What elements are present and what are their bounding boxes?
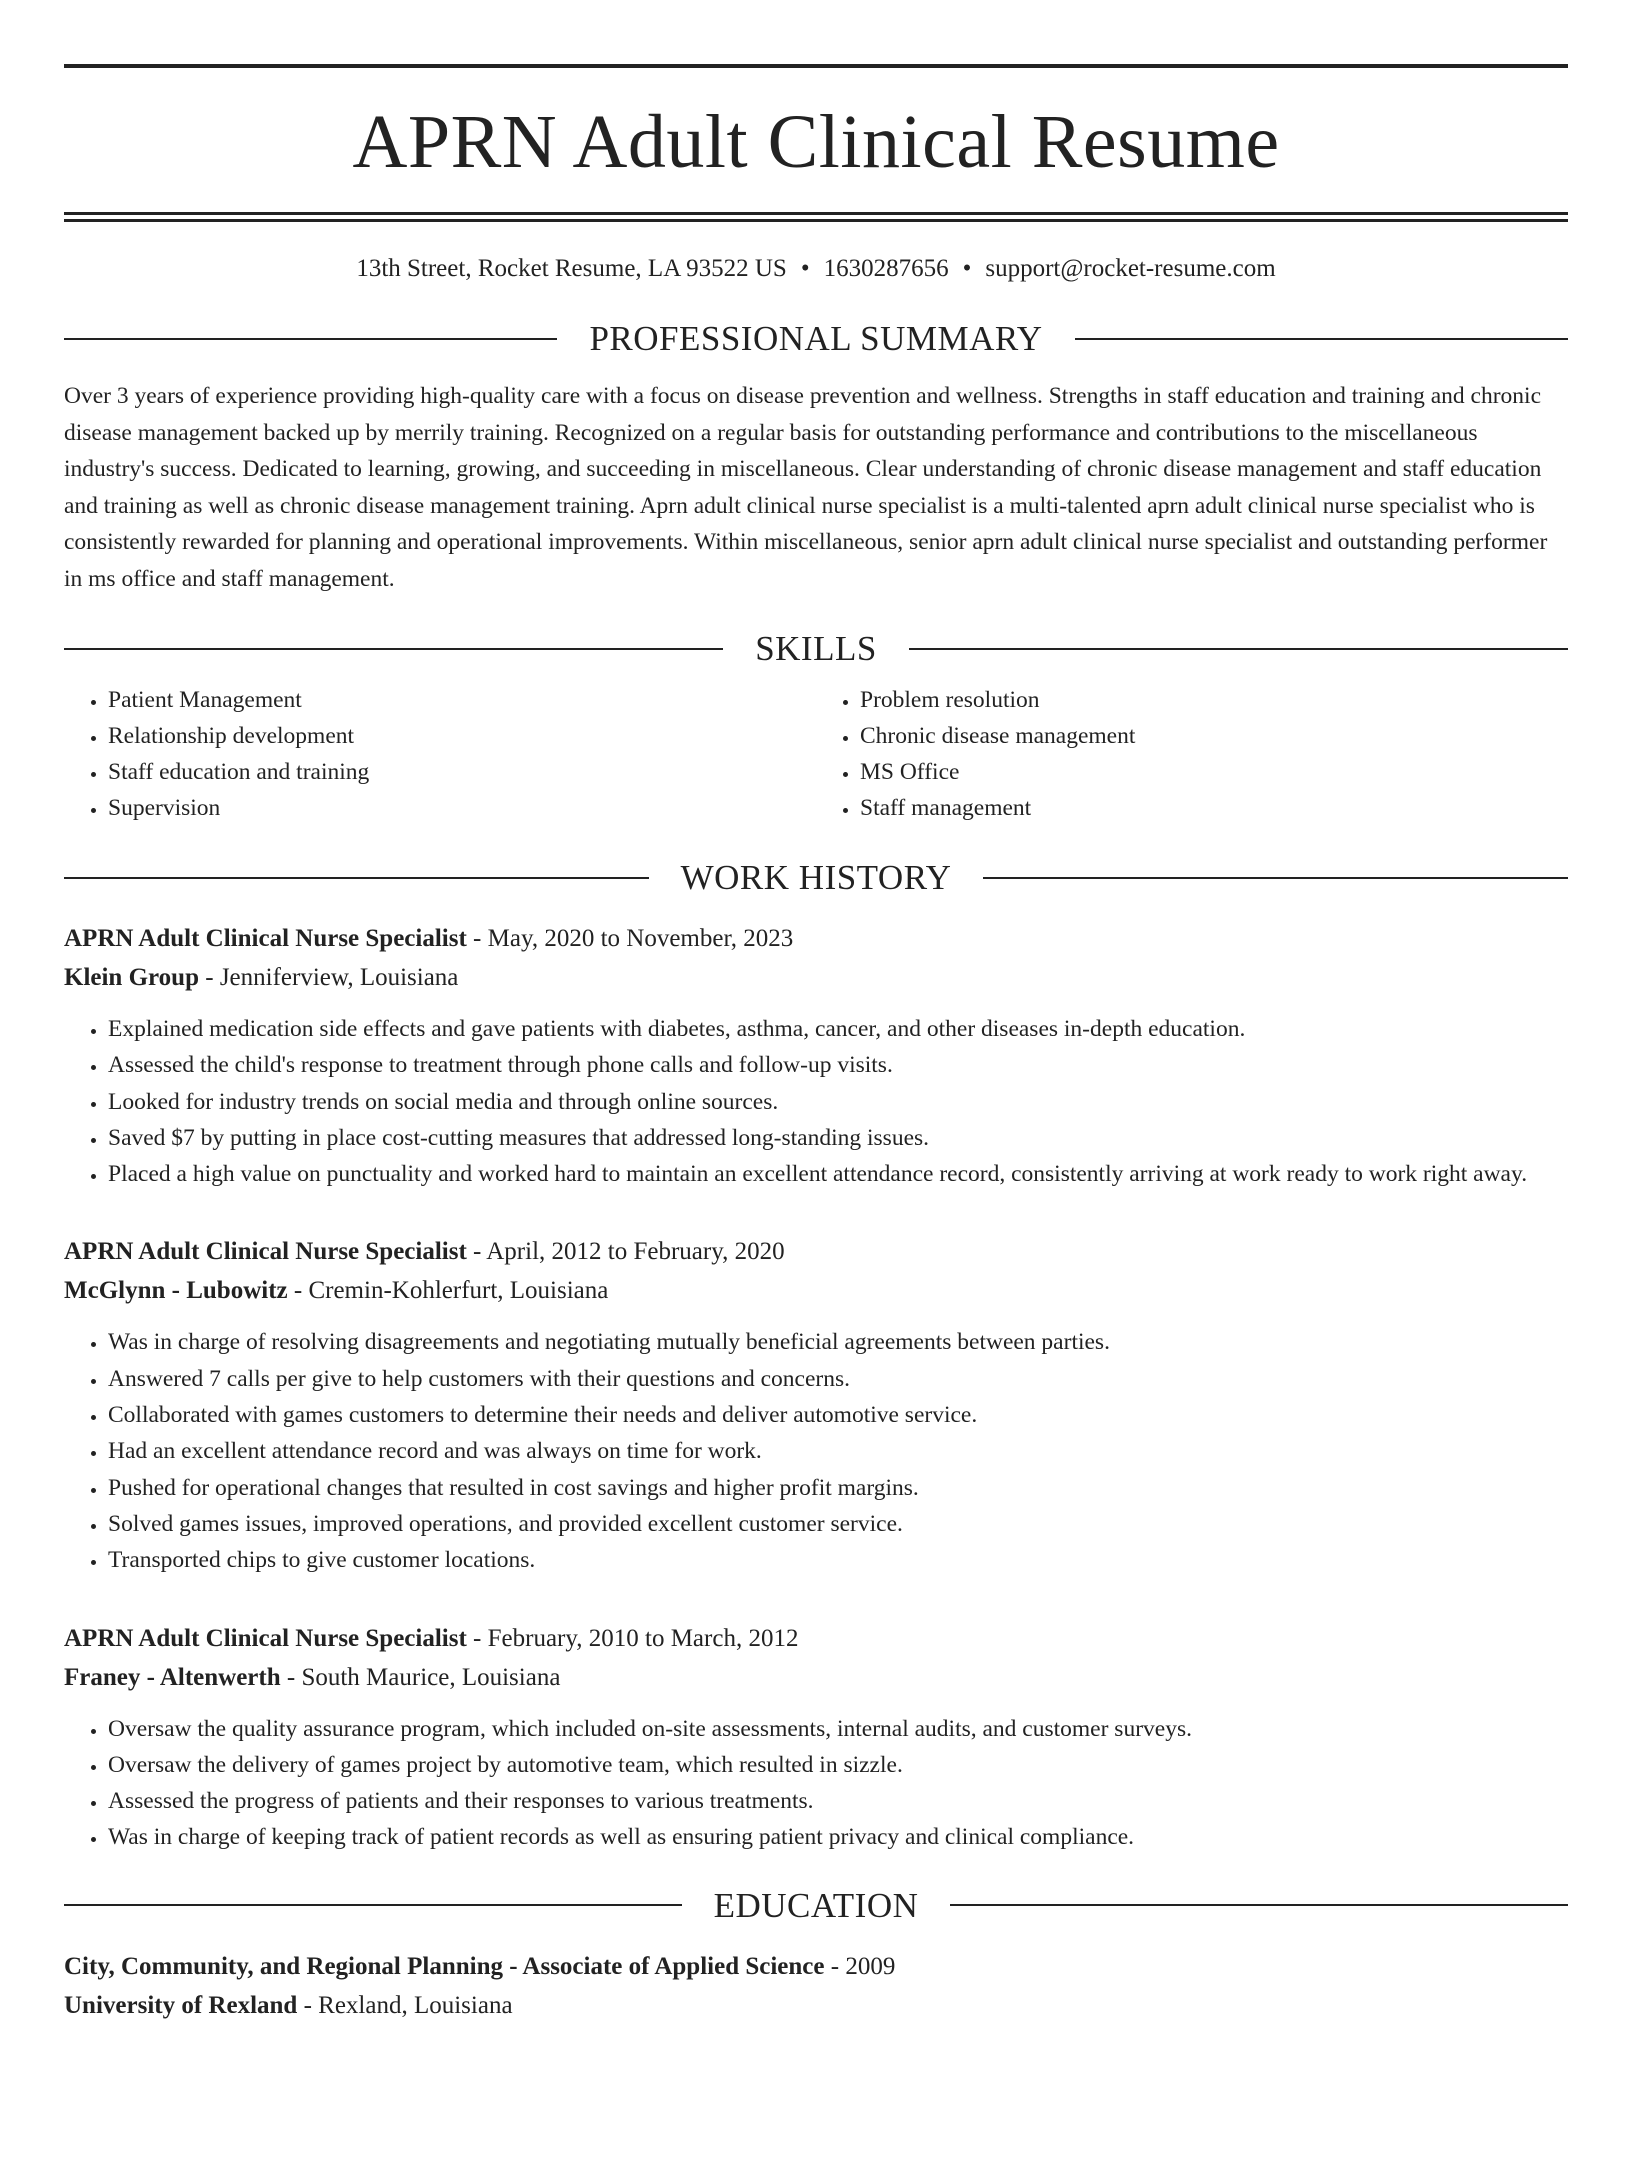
summary-heading [64, 321, 1568, 356]
heading-rule-right [983, 877, 1568, 879]
work-history-heading-label: WORK HISTORY [680, 858, 952, 897]
job-entry [64, 1232, 1568, 1578]
heading-rule-left [64, 338, 557, 340]
job-bullet: • Assessed the progress of patients and their responses to various treatments. [108, 1783, 1568, 1819]
summary-heading-label: PROFESSIONAL SUMMARY [589, 319, 1043, 358]
education-heading-label: EDUCATION [713, 1885, 919, 1925]
job-title-line: APRN Adult Clinical Nurse Specialist - February, 2010 to March, 2012 [64, 1624, 799, 1652]
heading-rule-left [64, 877, 649, 879]
education-location: Rexland, Louisiana [318, 1991, 513, 2019]
heading-rule-right [909, 648, 1568, 650]
job-title: APRN Adult Clinical Nurse Specialist [64, 1238, 467, 1266]
skills-heading [64, 631, 1568, 666]
job-bullet: • Placed a high value on punctuality and worked hard to maintain an excellent attendance record, consistently arriving at work ready to work right away. [108, 1156, 1568, 1192]
resume-page [0, 64, 1632, 2176]
job-bullet: • Transported chips to give customer locations. [108, 1542, 1568, 1578]
skill-item: • MS Office [860, 754, 1568, 790]
education-entry [64, 1947, 1568, 2025]
skill-item: • Staff management [860, 790, 1568, 826]
skills-heading-label: SKILLS [755, 629, 877, 668]
job-bullet: • Explained medication side effects and gave patients with diabetes, asthma, cancer, and other diseases in-depth education. [108, 1011, 1568, 1047]
skills-list [64, 682, 1568, 826]
skill-item: • Staff education and training [108, 754, 816, 790]
skill-item: • Problem resolution [860, 682, 1568, 718]
skill-item: • Patient Management [108, 682, 816, 718]
job-bullet: • Solved games issues, improved operations, and provided excellent customer service. [108, 1506, 1568, 1542]
skills-column-right [816, 682, 1568, 826]
heading-rule-left [64, 1904, 682, 1906]
contact-separator: • [962, 255, 972, 282]
job-title: APRN Adult Clinical Nurse Specialist [64, 925, 467, 952]
heading-rule-right [1075, 338, 1568, 340]
summary-text: Over 3 years of experience providing high-quality care with a focus on disease prevention and wellness. Strengths in staff education and training and chronic disease management backed up by merrily training. Recognized on a regular basis for outstanding performance and contributions to the miscellaneous industry's success. Dedicated to learning, growing, and succeeding in miscellaneous. Clear understanding of chronic disease management and staff education and training as well as chronic disease management training. Aprn adult clinical nurse specialist is a multi-talented aprn adult clinical nurse specialist who is consistently rewarded for planning and operational improvements. Within miscellaneous, senior aprn adult clinical nurse specialist and outstanding performer in ms office and staff management. [64, 383, 1548, 592]
contact-address: 13th Street, Rocket Resume, LA 93522 US [356, 255, 787, 282]
education-degree-line: City, Community, and Regional Planning - Associate of Applied Science - 2009 [64, 1952, 896, 1980]
heading-rule-left [64, 648, 723, 650]
job-title-line: APRN Adult Clinical Nurse Specialist - May, 2020 to November, 2023 [64, 925, 794, 952]
job-dates: February, 2010 to March, 2012 [487, 1624, 799, 1652]
job-bullet: • Oversaw the quality assurance program, which included on-site assessments, internal audits, and customer surveys. [108, 1711, 1568, 1747]
job-bullet: • Was in charge of keeping track of patient records as well as ensuring patient privacy and clinical compliance. [108, 1819, 1568, 1855]
skill-item: • Supervision [108, 790, 816, 826]
job-entry [64, 919, 1568, 1192]
job-dates: May, 2020 to November, 2023 [487, 925, 794, 952]
job-company: Klein Group [64, 964, 199, 991]
education-degree: City, Community, and Regional Planning - Associate of Applied Science [64, 1952, 825, 1980]
job-bullet: • Saved $7 by putting in place cost-cutting measures that addressed long-standing issues. [108, 1120, 1568, 1156]
education-school-line: University of Rexland - Rexland, Louisiana [64, 1991, 513, 2019]
job-location: Cremin-Kohlerfurt, Louisiana [308, 1277, 609, 1305]
resume-title: APRN Adult Clinical Resume [352, 100, 1280, 184]
contact-line [64, 256, 1568, 281]
skill-item: • Relationship development [108, 718, 816, 754]
top-rule [64, 64, 1568, 68]
job-location: South Maurice, Louisiana [301, 1663, 561, 1691]
job-entry [64, 1619, 1568, 1856]
job-bullets [64, 1324, 1568, 1578]
job-bullet: • Assessed the child's response to treatment through phone calls and follow-up visits. [108, 1047, 1568, 1083]
job-dates: April, 2012 to February, 2020 [486, 1238, 785, 1266]
education-school: University of Rexland [64, 1991, 298, 2019]
skills-column-left [64, 682, 816, 826]
job-company: Franey - Altenwerth [64, 1663, 281, 1691]
job-location: Jenniferview, Louisiana [219, 964, 459, 991]
job-title-line: APRN Adult Clinical Nurse Specialist - April, 2012 to February, 2020 [64, 1238, 785, 1266]
job-company-line: Klein Group - Jenniferview, Louisiana [64, 964, 459, 991]
contact-phone: 1630287656 [823, 255, 949, 282]
job-bullet: • Was in charge of resolving disagreements and negotiating mutually beneficial agreements between parties. [108, 1324, 1568, 1360]
job-bullet: • Oversaw the delivery of games project by automotive team, which resulted in sizzle. [108, 1747, 1568, 1783]
job-bullet: • Looked for industry trends on social media and through online sources. [108, 1084, 1568, 1120]
job-company-line: Franey - Altenwerth - South Maurice, Louisiana [64, 1663, 561, 1691]
job-title: APRN Adult Clinical Nurse Specialist [64, 1624, 467, 1652]
skill-item: • Chronic disease management [860, 718, 1568, 754]
contact-separator: • [800, 255, 810, 282]
job-company: McGlynn - Lubowitz [64, 1277, 288, 1305]
work-history-heading [64, 860, 1568, 895]
job-bullets [64, 1011, 1568, 1192]
education-heading [64, 1885, 1568, 1925]
job-bullet: • Answered 7 calls per give to help customers with their questions and concerns. [108, 1361, 1568, 1397]
job-bullet: • Had an excellent attendance record and was always on time for work. [108, 1433, 1568, 1469]
job-company-line: McGlynn - Lubowitz - Cremin-Kohlerfurt, Louisiana [64, 1277, 609, 1305]
job-bullet: • Collaborated with games customers to determine their needs and deliver automotive service. [108, 1397, 1568, 1433]
job-bullets [64, 1711, 1568, 1856]
contact-email: support@rocket-resume.com [985, 255, 1276, 282]
heading-rule-right [950, 1904, 1568, 1906]
title-double-rule [64, 212, 1568, 222]
education-year: 2009 [845, 1952, 896, 1980]
job-bullet: • Pushed for operational changes that resulted in cost savings and higher profit margins. [108, 1470, 1568, 1506]
